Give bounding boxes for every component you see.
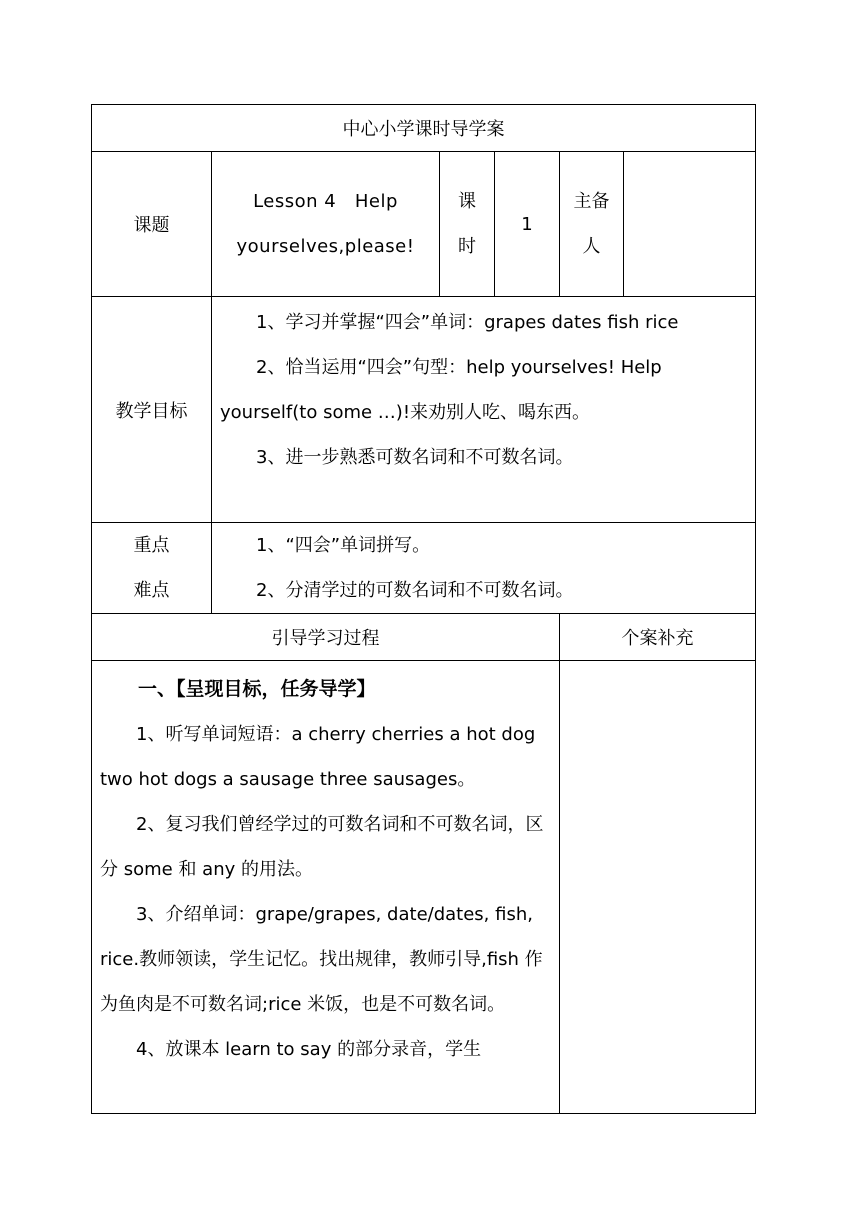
- process-paragraph: 2、复习我们曾经学过的可数名词和不可数名词，区分 some 和 any 的用法。: [100, 814, 544, 880]
- section-heading: 一、【呈现目标，任务导学】: [138, 678, 376, 700]
- preparer-label-line-2: 人: [582, 236, 601, 257]
- preparer-value: [624, 152, 756, 297]
- goal-item: 1、学习并掌握“四会”单词：grapes dates fish rice: [256, 312, 679, 333]
- lesson-title: [212, 152, 440, 297]
- goal-item: 2、恰当运用“四会”句型：help yourselves! Help yourself(to some …)!来劝别人吃、喝东西。: [220, 357, 662, 423]
- hours-label-char-1: 课: [458, 191, 476, 212]
- hours-value: 1: [495, 152, 560, 297]
- keypoints-label: [92, 523, 212, 614]
- goals-label: 教学目标: [92, 297, 212, 523]
- goal-item: 3、进一步熟悉可数名词和不可数名词。: [256, 447, 574, 468]
- keypoints-content: [212, 523, 756, 614]
- preparer-label-line-1: 主备: [573, 191, 610, 212]
- process-paragraph: 4、放课本 learn to say 的部分录音，学生: [136, 1039, 482, 1060]
- lesson-title-line-1: Lesson 4 Help: [253, 191, 398, 212]
- process-paragraph: 1、听写单词短语：a cherry cherries a hot dog two hot dogs a sausage three sausages。: [100, 724, 536, 790]
- keypoints-label-line-2: 难点: [133, 580, 170, 601]
- document-title: 中心小学课时导学案: [92, 105, 756, 152]
- process-content: [92, 661, 560, 1114]
- lesson-plan-table: [91, 104, 756, 1114]
- hours-label-char-2: 时: [458, 236, 476, 257]
- topic-label: 课题: [92, 152, 212, 297]
- lesson-title-line-2: yourselves,please!: [236, 236, 415, 257]
- keypoint-item: 1、“四会”单词拼写。: [256, 535, 431, 556]
- keypoint-item: 2、分清学过的可数名词和不可数名词。: [256, 580, 574, 601]
- hours-label: [440, 152, 495, 297]
- preparer-label: [560, 152, 624, 297]
- goals-content: [212, 297, 756, 523]
- keypoints-label-line-1: 重点: [133, 535, 170, 556]
- process-paragraph: 3、介绍单词：grape/grapes, date/dates, fish, rice.教师领读，学生记忆。找出规律，教师引导,fish 作为鱼肉是不可数名词;rice 米饭，也是不可数名词。: [100, 904, 543, 1015]
- notes-header: 个案补充: [560, 614, 756, 661]
- process-header: 引导学习过程: [92, 614, 560, 661]
- notes-content: [560, 661, 756, 1114]
